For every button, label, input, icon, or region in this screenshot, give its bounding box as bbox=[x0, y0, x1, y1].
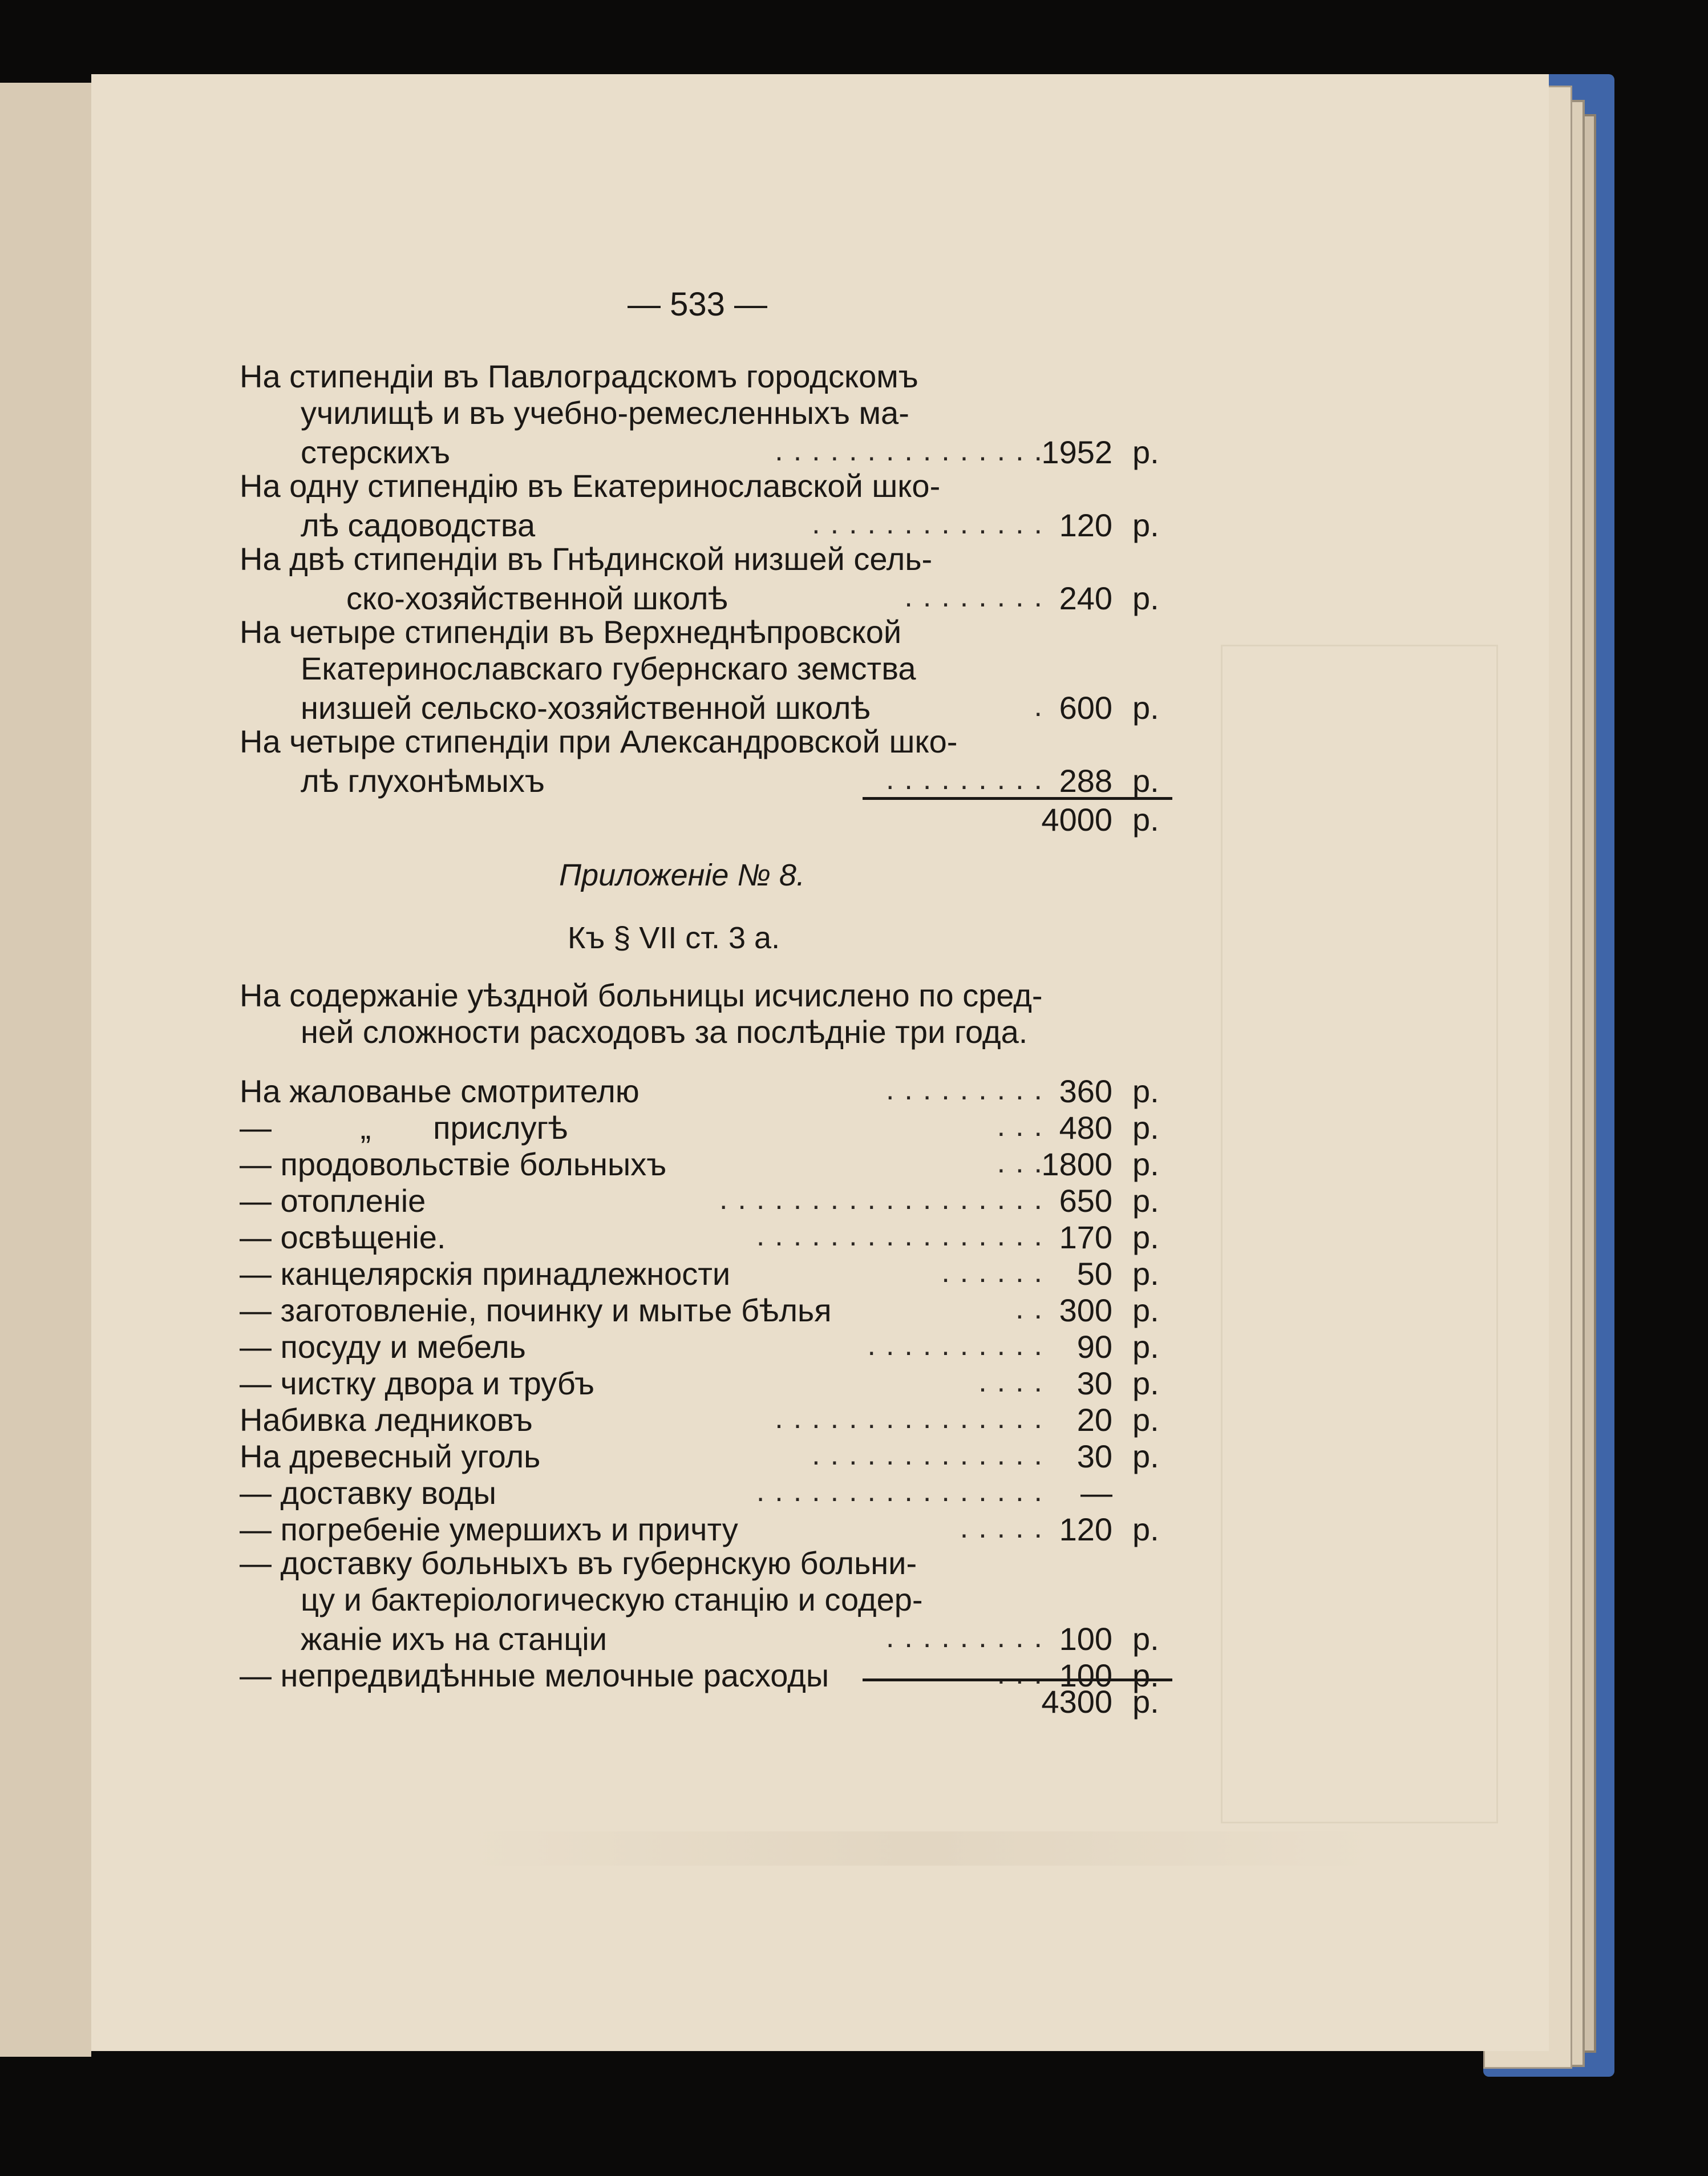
hospital-item-row bbox=[240, 1511, 1172, 1547]
leader-dots: ................ bbox=[756, 1219, 1053, 1252]
scholarship-1-line-3: стерскихъ bbox=[301, 434, 451, 470]
scholarship-2-row bbox=[240, 507, 1172, 543]
hospital-item-row bbox=[240, 1328, 1172, 1365]
hospital-item-label: — непредвидѣнные мелочные расходы bbox=[240, 1657, 829, 1693]
hospital-item-unit: р. bbox=[1132, 1183, 1159, 1219]
leader-dots: ... bbox=[997, 1110, 1053, 1143]
hospital-item-amount: 50 bbox=[1076, 1256, 1112, 1292]
scholarship-4-line-1: На четыре стипендіи въ Верхнеднѣпровской bbox=[240, 614, 902, 650]
hospital-total-unit: р. bbox=[1132, 1684, 1159, 1720]
scholarship-1-line-1: На стипендіи въ Павлоградскомъ городскомъ bbox=[240, 358, 918, 394]
scholarship-1-row bbox=[240, 434, 1172, 470]
leader-dots: ...... bbox=[941, 1256, 1053, 1289]
hospital-item-amount: 170 bbox=[1059, 1219, 1112, 1255]
hospital-item-label: На древесный уголь bbox=[240, 1438, 541, 1474]
hospital-item-amount: 120 bbox=[1059, 1511, 1112, 1547]
hospital-item-row bbox=[240, 1474, 1172, 1511]
hospital-item-row bbox=[240, 1073, 1172, 1109]
hospital-item-label: — освѣщеніе. bbox=[240, 1219, 446, 1255]
hospital-item-label: — погребеніе умершихъ и причту bbox=[240, 1511, 738, 1547]
scholarship-5-row bbox=[240, 762, 1172, 799]
hospital-item-label: На жалованье смотрителю bbox=[240, 1073, 640, 1109]
hospital-item-row bbox=[240, 1182, 1172, 1219]
hospital-item-amount: 360 bbox=[1059, 1073, 1112, 1109]
scholarship-4-line-2: Екатеринославскаго губернскаго земства bbox=[301, 650, 916, 686]
sum-rule bbox=[863, 1678, 1172, 1681]
leader-dots: .................. bbox=[719, 1183, 1053, 1216]
appendix-title: Приложеніе № 8. bbox=[559, 858, 805, 892]
leader-dots: ............. bbox=[812, 507, 1053, 540]
scholarship-3-unit: р. bbox=[1132, 580, 1159, 616]
hospital-item-label: — отопленіе bbox=[240, 1183, 426, 1219]
hospital-item-unit: р. bbox=[1132, 1219, 1159, 1255]
hospital-item-amount: 30 bbox=[1076, 1438, 1112, 1474]
hospital-item-amount: 90 bbox=[1076, 1329, 1112, 1365]
hospital-item-label: — продовольствіе больныхъ bbox=[240, 1146, 667, 1182]
left-page-edge bbox=[0, 83, 91, 2057]
scholarship-4-line-3: низшей сельско-хозяйственной школѣ bbox=[301, 690, 871, 726]
scholarship-4-amount: 600 bbox=[1059, 690, 1112, 726]
hospital-item-row bbox=[240, 1219, 1172, 1255]
hospital-item-unit: р. bbox=[1132, 1329, 1159, 1365]
hospital-item-row bbox=[240, 1255, 1172, 1292]
leader-dots: ................ bbox=[756, 1475, 1053, 1508]
scholarship-5-line-2: лѣ глухонѣмыхъ bbox=[301, 763, 545, 799]
hospital-item-row bbox=[240, 1109, 1172, 1146]
page-number: — 533 — bbox=[628, 286, 767, 323]
scholarship-3-amount: 240 bbox=[1059, 580, 1112, 616]
leader-dots: ... bbox=[997, 1657, 1053, 1690]
hospital-item-unit: р. bbox=[1132, 1657, 1159, 1693]
hospital-item-row bbox=[240, 1438, 1172, 1474]
sum-rule bbox=[863, 797, 1172, 800]
hospital-item-label: цу и бактеріологическую станцію и содер- bbox=[301, 1582, 923, 1617]
hospital-item-unit: р. bbox=[1132, 1365, 1159, 1401]
hospital-item-unit: р. bbox=[1132, 1110, 1159, 1146]
scholarship-3-line-2: ско-хозяйственной школѣ bbox=[346, 580, 728, 616]
hospital-intro-line-2: ней сложности расходовъ за послѣдніе три года. bbox=[301, 1014, 1028, 1050]
hospital-item-label: — заготовленіе, починку и мытье бѣлья bbox=[240, 1292, 832, 1328]
hospital-item-amount: — bbox=[1080, 1475, 1112, 1511]
hospital-item-row bbox=[240, 1365, 1172, 1401]
leader-dots: ......... bbox=[885, 1073, 1053, 1106]
hospital-item-row bbox=[240, 1620, 1172, 1657]
leader-dots: ............. bbox=[812, 1438, 1053, 1471]
hospital-item-amount: 650 bbox=[1059, 1183, 1112, 1219]
hospital-item-unit: р. bbox=[1132, 1073, 1159, 1109]
hospital-item-label: — посуду и мебель bbox=[240, 1329, 526, 1365]
hospital-item-unit: р. bbox=[1132, 1438, 1159, 1474]
scholarship-total-row bbox=[240, 801, 1172, 838]
hospital-item-label: — доставку больныхъ въ губернскую больни- bbox=[240, 1545, 917, 1581]
leader-dots: ... bbox=[997, 1146, 1053, 1179]
hospital-item-row bbox=[240, 1292, 1172, 1328]
scholarship-3-row bbox=[240, 580, 1172, 616]
hospital-item-unit: р. bbox=[1132, 1621, 1159, 1657]
hospital-item-unit: р. bbox=[1132, 1511, 1159, 1547]
hospital-item-row bbox=[240, 1146, 1172, 1182]
leader-dots: .... bbox=[978, 1365, 1053, 1398]
hospital-item-amount: 300 bbox=[1059, 1292, 1112, 1328]
leader-dots: ......... bbox=[885, 1621, 1053, 1654]
leader-dots: ............... bbox=[775, 1402, 1053, 1435]
scholarship-5-amount: 288 bbox=[1059, 763, 1112, 799]
bleed-through-table bbox=[1221, 645, 1498, 1823]
scholarship-2-unit: р. bbox=[1132, 507, 1159, 543]
hospital-item-label: жаніе ихъ на станціи bbox=[301, 1621, 608, 1657]
scholarship-1-unit: р. bbox=[1132, 434, 1159, 470]
scholarship-total-amount: 4000 bbox=[1041, 802, 1112, 838]
hospital-total-amount: 4300 bbox=[1041, 1684, 1112, 1720]
hospital-item-label: — „ прислугѣ bbox=[240, 1110, 568, 1146]
leader-dots: .......... bbox=[867, 1329, 1053, 1362]
scholarship-2-line-1: На одну стипендію въ Екатеринославской шко- bbox=[240, 468, 941, 504]
hospital-item-amount: 30 bbox=[1076, 1365, 1112, 1401]
hospital-item-amount: 1800 bbox=[1041, 1146, 1112, 1182]
hospital-item-row bbox=[240, 1401, 1172, 1438]
hospital-item-amount: 480 bbox=[1059, 1110, 1112, 1146]
hospital-total-row bbox=[240, 1683, 1172, 1720]
scholarship-5-unit: р. bbox=[1132, 763, 1159, 799]
bleed-through-caption bbox=[465, 1831, 1378, 1866]
hospital-item-unit: р. bbox=[1132, 1402, 1159, 1438]
hospital-item-amount: 100 bbox=[1059, 1621, 1112, 1657]
scholarship-2-line-2: лѣ садоводства bbox=[301, 507, 536, 543]
leader-dots: ......... bbox=[885, 763, 1053, 796]
scholarship-total-unit: р. bbox=[1132, 802, 1159, 838]
hospital-item-amount: 100 bbox=[1059, 1657, 1112, 1693]
hospital-item-amount: 20 bbox=[1076, 1402, 1112, 1438]
scholarship-2-amount: 120 bbox=[1059, 507, 1112, 543]
scholarship-4-unit: р. bbox=[1132, 690, 1159, 726]
hospital-item-unit: р. bbox=[1132, 1146, 1159, 1182]
hospital-item-label: Набивка ледниковъ bbox=[240, 1402, 533, 1438]
hospital-item-unit: р. bbox=[1132, 1292, 1159, 1328]
scholarship-1-line-2: училищѣ и въ учебно-ремесленныхъ ма- bbox=[301, 395, 909, 431]
appendix-subtitle: Къ § VII ст. 3 а. bbox=[568, 921, 780, 955]
hospital-item-label: — канцелярскія принадлежности bbox=[240, 1256, 731, 1292]
scholarship-5-line-1: На четыре стипендіи при Александровской шко- bbox=[240, 723, 958, 759]
hospital-intro-line-1: На содержаніе уѣздной больницы исчислено по сред- bbox=[240, 977, 1043, 1013]
leader-dots: ............... bbox=[775, 434, 1053, 467]
scholarship-4-row bbox=[240, 689, 1172, 726]
hospital-item-unit: р. bbox=[1132, 1256, 1159, 1292]
hospital-item-label: — чистку двора и трубъ bbox=[240, 1365, 594, 1401]
hospital-item-label: — доставку воды bbox=[240, 1475, 496, 1511]
leader-dots: ........ bbox=[904, 580, 1053, 613]
leader-dots: ..... bbox=[960, 1511, 1053, 1544]
leader-dots: . bbox=[1034, 690, 1053, 723]
scholarship-3-line-1: На двѣ стипендіи въ Гнѣдинской низшей сель- bbox=[240, 541, 933, 577]
leader-dots: .. bbox=[1015, 1292, 1053, 1325]
scholarship-1-amount: 1952 bbox=[1041, 434, 1112, 470]
